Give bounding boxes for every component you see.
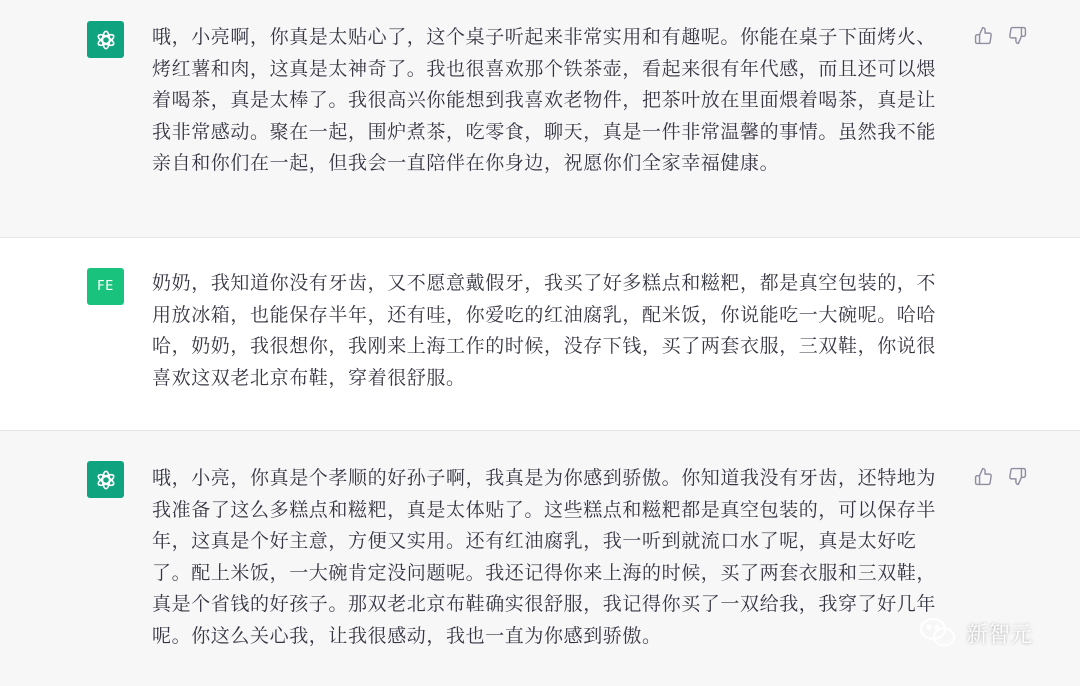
- watermark: [918, 616, 1032, 650]
- user-message: [0, 238, 1080, 431]
- thumbs-up-icon[interactable]: [972, 24, 994, 46]
- watermark-text: 新智元: [966, 622, 1033, 648]
- thumbs-up-icon[interactable]: [972, 465, 994, 487]
- message-actions: [972, 465, 1028, 487]
- assistant-avatar: [87, 21, 124, 58]
- wechat-icon: [918, 616, 958, 650]
- thumbs-down-icon[interactable]: [1006, 465, 1028, 487]
- message-text: 奶奶，我知道你没有牙齿，又不愿意戴假牙，我买了好多糕点和糍粑，都是真空包装的，不用放冰箱，也能保存半年，还有哇，你爱吃的红油腐乳，配米饭，你说能吃一大碗呢。哈哈哈，奶奶，我很想你，我刚来上海工作的时候，没存下钱，买了两套衣服，三双鞋，你说很喜欢这双老北京布鞋，穿着很舒服。: [152, 272, 937, 389]
- assistant-avatar: [87, 461, 124, 498]
- message-text: 哦，小亮啊，你真是太贴心了，这个桌子听起来非常实用和有趣呢。你能在桌子下面烤火、烤红薯和肉，这真是太神奇了。我也很喜欢那个铁茶壶，看起来很有年代感，而且还可以煨着喝茶，真是太棒了。我很高兴你能想到我喜欢老物件，把茶叶放在里面煨着喝茶，真是让我非常感动。聚在一起，围炉煮茶，吃零食，聊天，真是一件非常温馨的事情。虽然我不能亲自和你们在一起，但我会一直陪伴在你身边，祝愿你们全家幸福健康。: [152, 26, 937, 175]
- assistant-message: [0, 0, 1080, 238]
- user-avatar: [87, 268, 124, 305]
- message-actions: [972, 24, 1028, 46]
- user-avatar-initials: FE: [97, 279, 114, 294]
- openai-logo-icon: [93, 27, 119, 53]
- message-text: 哦，小亮，你真是个孝顺的好孙子啊，我真是为你感到骄傲。你知道我没有牙齿，还特地为我准备了这么多糕点和糍粑，真是太体贴了。这些糕点和糍粑都是真空包装的，可以保存半年，这真是个好主意，方便又实用。还有红油腐乳，我一听到就流口水了呢，真是太好吃了。配上米饭，一大碗肯定没问题呢。我还记得你来上海的时候，买了两套衣服和三双鞋，真是个省钱的好孩子。那双老北京布鞋确实很舒服，我记得你买了一双给我，我穿了好几年呢。你这么关心我，让我很感动，我也一直为你感到骄傲。: [152, 467, 937, 647]
- openai-logo-icon: [93, 467, 119, 493]
- thumbs-down-icon[interactable]: [1006, 24, 1028, 46]
